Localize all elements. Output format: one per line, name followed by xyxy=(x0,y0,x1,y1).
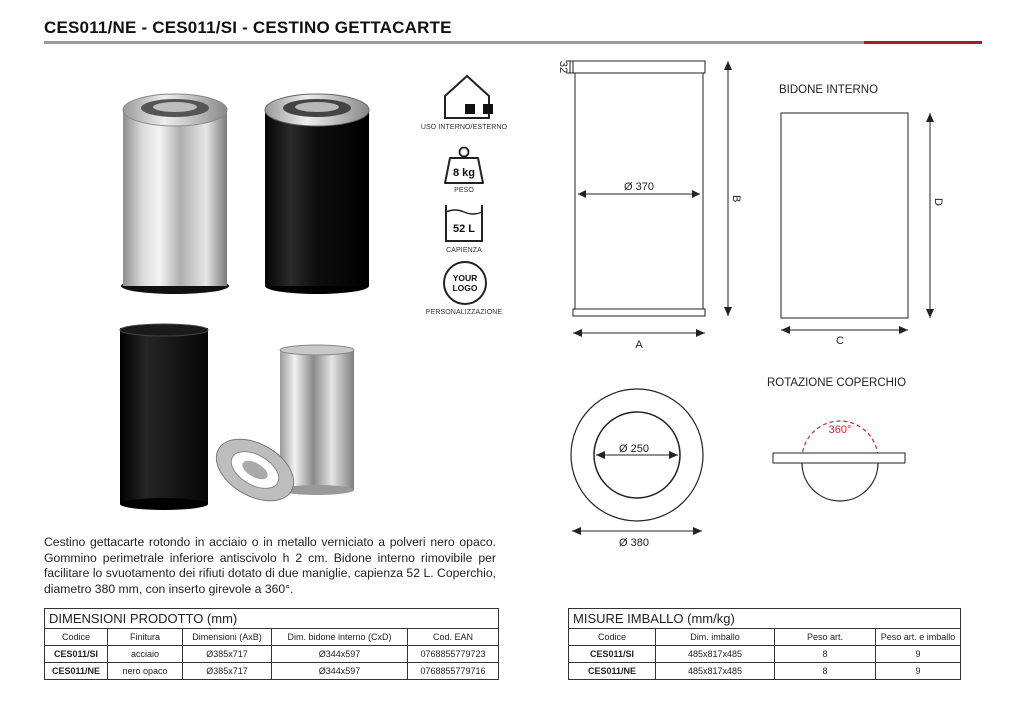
cell-inner-dimensions: Ø344x597 xyxy=(272,663,408,680)
lid-rotation-drawing xyxy=(765,402,915,502)
header-dimensioni: Dimensioni (AxB) xyxy=(183,629,272,646)
cell-code: CES011/NE xyxy=(569,663,656,680)
steel-bin-photo xyxy=(118,80,248,302)
cell-code: CES011/SI xyxy=(569,646,656,663)
header-codice: Codice xyxy=(569,629,656,646)
logo-icon xyxy=(442,260,488,306)
top-view-drawing xyxy=(560,395,720,555)
capacity-icon xyxy=(444,203,484,243)
table-row xyxy=(45,663,499,680)
rotation-title: ROTAZIONE COPERCHIO xyxy=(767,377,907,389)
packaging-table xyxy=(568,608,961,680)
dim-a-label: A xyxy=(635,339,643,351)
header-dim-imballo: Dim. imballo xyxy=(656,629,775,646)
lid-height-label: 32 xyxy=(557,60,569,74)
header-rule-accent xyxy=(864,41,982,44)
customization-label: PERSONALIZZAZIONE xyxy=(425,309,503,316)
packaging-table-caption: MISURE IMBALLO (mm/kg) xyxy=(569,609,961,629)
black-bin-photo xyxy=(262,80,384,302)
cell-package-dimensions: 485x817x485 xyxy=(656,663,775,680)
dim-c-label: C xyxy=(836,335,844,347)
logo-line1: YOUR xyxy=(452,273,478,283)
cell-finish: nero opaco xyxy=(108,663,183,680)
cell-inner-dimensions: Ø344x597 xyxy=(272,646,408,663)
header-ean: Cod. EAN xyxy=(408,629,499,646)
weight-value: 8 kg xyxy=(452,167,476,179)
cell-finish: acciaio xyxy=(108,646,183,663)
logo-line2: LOGO xyxy=(452,283,478,293)
inner-bin-title: BIDONE INTERNO xyxy=(779,84,879,96)
body-diameter: Ø 370 xyxy=(624,181,654,193)
header-finitura: Finitura xyxy=(108,629,183,646)
dim-d-label: D xyxy=(932,198,944,206)
inner-diameter-label: Ø 250 xyxy=(619,443,649,455)
cell-dimensions: Ø385x717 xyxy=(183,646,272,663)
cell-code: CES011/SI xyxy=(45,646,108,663)
cell-ean: 0768855779723 xyxy=(408,646,499,663)
dim-b-label: B xyxy=(730,195,742,203)
capacity-value: 52 L xyxy=(452,223,476,235)
header-peso-art: Peso art. xyxy=(775,629,876,646)
cell-package-dimensions: 485x817x485 xyxy=(656,646,775,663)
table-row xyxy=(569,646,961,663)
house-icon xyxy=(441,72,499,122)
product-table-caption: DIMENSIONI PRODOTTO (mm) xyxy=(45,609,499,629)
weight-label: PESO xyxy=(454,187,474,194)
cell-gross-weight: 9 xyxy=(876,646,961,663)
inner-bin-drawing xyxy=(770,100,950,350)
disassembled-bin-photo xyxy=(112,320,372,516)
use-label: USO INTERNO/ESTERNO xyxy=(420,124,508,131)
capacity-label: CAPIENZA xyxy=(446,247,482,254)
cell-weight: 8 xyxy=(775,663,876,680)
rotation-angle-label: 360° xyxy=(828,424,852,436)
page-title: CES011/NE - CES011/SI - CESTINO GETTACARTE xyxy=(44,18,452,37)
header-dim-bidone: Dim. bidone interno (CxD) xyxy=(272,629,408,646)
table-row xyxy=(45,646,499,663)
cell-code: CES011/NE xyxy=(45,663,108,680)
cell-dimensions: Ø385x717 xyxy=(183,663,272,680)
header-peso-imballo: Peso art. e imballo xyxy=(876,629,961,646)
product-description: Cestino gettacarte rotondo in acciaio o in metallo verniciato a polveri nero opaco. Gommino perimetrale inferiore antiscivolo h 2 cm. Bidone interno rimovibile per facilitare lo svuotamento dei rifiuti dotato di due maniglie, capienza 52 L. Coperchio, diametro 380 mm, con inserto girevole a 360°. xyxy=(44,535,496,596)
cell-weight: 8 xyxy=(775,646,876,663)
weight-icon xyxy=(443,145,485,187)
header-codice: Codice xyxy=(45,629,108,646)
cell-gross-weight: 9 xyxy=(876,663,961,680)
outer-diameter-label: Ø 380 xyxy=(619,537,649,549)
cell-ean: 0768855779716 xyxy=(408,663,499,680)
product-dimensions-table xyxy=(44,608,499,680)
front-view-drawing xyxy=(540,50,740,350)
table-row xyxy=(569,663,961,680)
header-rule xyxy=(44,41,864,44)
